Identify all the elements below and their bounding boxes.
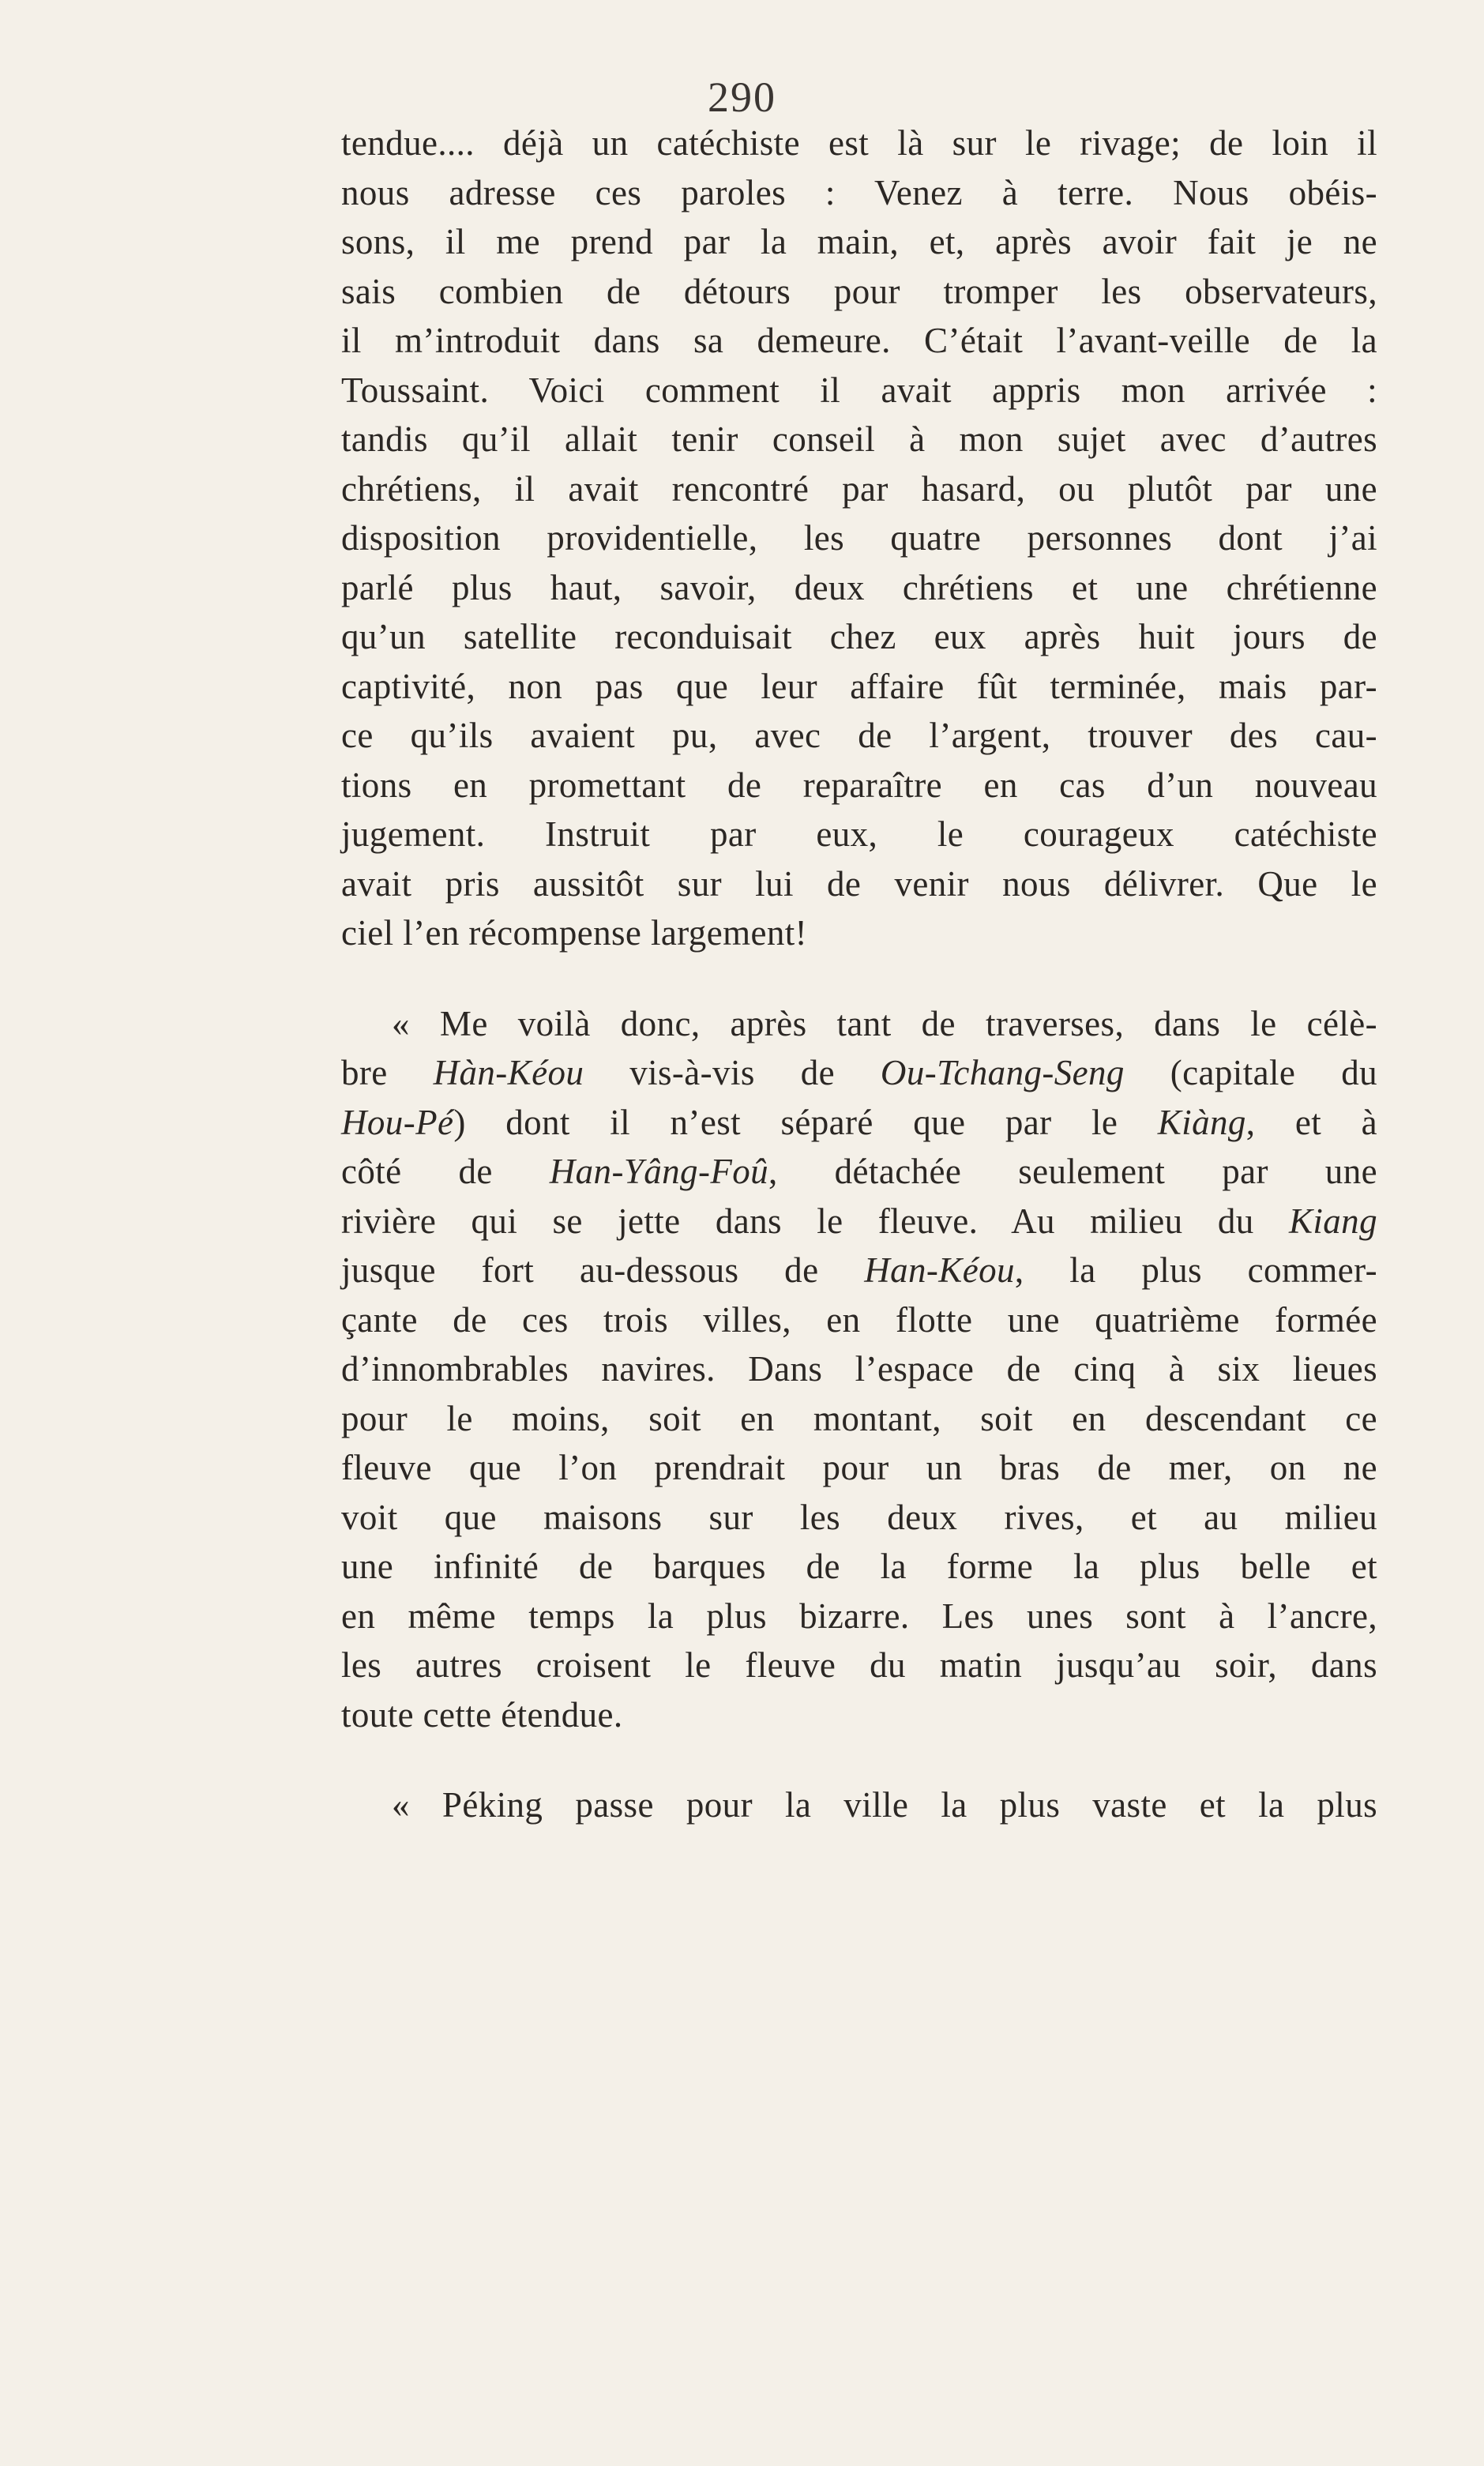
text-line: avait pris aussitôt sur lui de venir nous délivrer. Que le xyxy=(341,863,1377,904)
text-line: sons, il me prend par la main, et, après avoir fait je ne xyxy=(341,222,1377,261)
italic-place-name: Ou-Tchang-Seng xyxy=(880,1053,1125,1092)
text-line: çante de ces trois villes, en flotte une quatrième formée xyxy=(341,1299,1377,1340)
text-line: il m’introduit dans sa demeure. C’était l’avant-veille de la xyxy=(341,321,1377,360)
text-body xyxy=(341,118,1377,1830)
text-line: tendue.... déjà un catéchiste est là sur le rivage; de loin il xyxy=(341,123,1377,163)
text-line: parlé plus haut, savoir, deux chrétiens et une chrétienne xyxy=(341,567,1377,607)
text-line: jugement. Instruit par eux, le courageux catéchiste xyxy=(341,814,1377,854)
text-line: « Me voilà donc, après tant de traverses, dans le célè- xyxy=(392,1003,1377,1043)
paragraph-3 xyxy=(341,1780,1377,1830)
text-line: disposition providentielle, les quatre personnes dont j’ai xyxy=(341,518,1377,558)
text-line: fleuve que l’on prendrait pour un bras de mer, on ne xyxy=(341,1448,1377,1487)
italic-place-name: Han-Yâng-Foû xyxy=(549,1152,769,1191)
text-line: les autres croisent le fleuve du matin jusqu’au soir, dans xyxy=(341,1645,1377,1685)
text-line: chrétiens, il avait rencontré par hasard, ou plutôt par une xyxy=(341,468,1377,509)
text-line: pour le moins, soit en montant, soit en descendant ce xyxy=(341,1398,1377,1438)
paragraph-2 xyxy=(341,999,1377,1740)
italic-place-name: Han-Kéou xyxy=(864,1250,1015,1290)
text-line: tandis qu’il allait tenir conseil à mon sujet avec d’autres xyxy=(341,419,1377,459)
text-line: rivière qui se jette dans le fleuve. Au milieu du Kiang xyxy=(341,1201,1377,1241)
text-line: Hou-Pé) dont il n’est séparé que par le Kiàng, et à xyxy=(341,1102,1378,1142)
text-line: nous adresse ces paroles : Venez à terre. Nous obéis- xyxy=(341,172,1377,212)
text-line: ciel l’en récompense largement! xyxy=(341,913,808,953)
italic-place-name: Kiang xyxy=(1288,1201,1377,1241)
text-line: côté de Han-Yâng-Foû, détachée seulement par une xyxy=(341,1152,1377,1191)
text-line: ce qu’ils avaient pu, avec de l’argent, trouver des cau- xyxy=(341,716,1377,755)
text-line: toute cette étendue. xyxy=(341,1694,623,1735)
text-line: voit que maisons sur les deux rives, et au milieu xyxy=(341,1497,1377,1537)
text-line: captivité, non pas que leur affaire fût terminée, mais par- xyxy=(341,666,1377,706)
text-line: « Péking passe pour la ville la plus vaste et la plus xyxy=(392,1785,1377,1825)
paragraph-1 xyxy=(341,118,1377,958)
text-line: Toussaint. Voici comment il avait appris mon arrivée : xyxy=(341,370,1377,410)
text-line: tions en promettant de reparaître en cas d’un nouveau xyxy=(341,765,1377,805)
italic-place-name: Hou-Pé xyxy=(341,1102,454,1142)
text-line: sais combien de détours pour tromper les observateurs, xyxy=(341,271,1377,311)
text-line: qu’un satellite reconduisait chez eux après huit jours de xyxy=(341,617,1377,656)
text-line: d’innombrables navires. Dans l’espace de cinq à six lieues xyxy=(341,1349,1377,1389)
text-line: bre Hàn-Kéou vis-à-vis de Ou-Tchang-Seng (capitale du xyxy=(341,1053,1377,1092)
italic-place-name: Kiàng xyxy=(1157,1102,1246,1142)
text-line: jusque fort au-dessous de Han-Kéou, la plus commer- xyxy=(341,1250,1378,1290)
page-number: 290 xyxy=(708,73,776,121)
italic-place-name: Hàn-Kéou xyxy=(433,1053,584,1092)
text-line: en même temps la plus bizarre. Les unes sont à l’ancre, xyxy=(341,1596,1377,1636)
text-line: une infinité de barques de la forme la plus belle et xyxy=(341,1547,1377,1586)
